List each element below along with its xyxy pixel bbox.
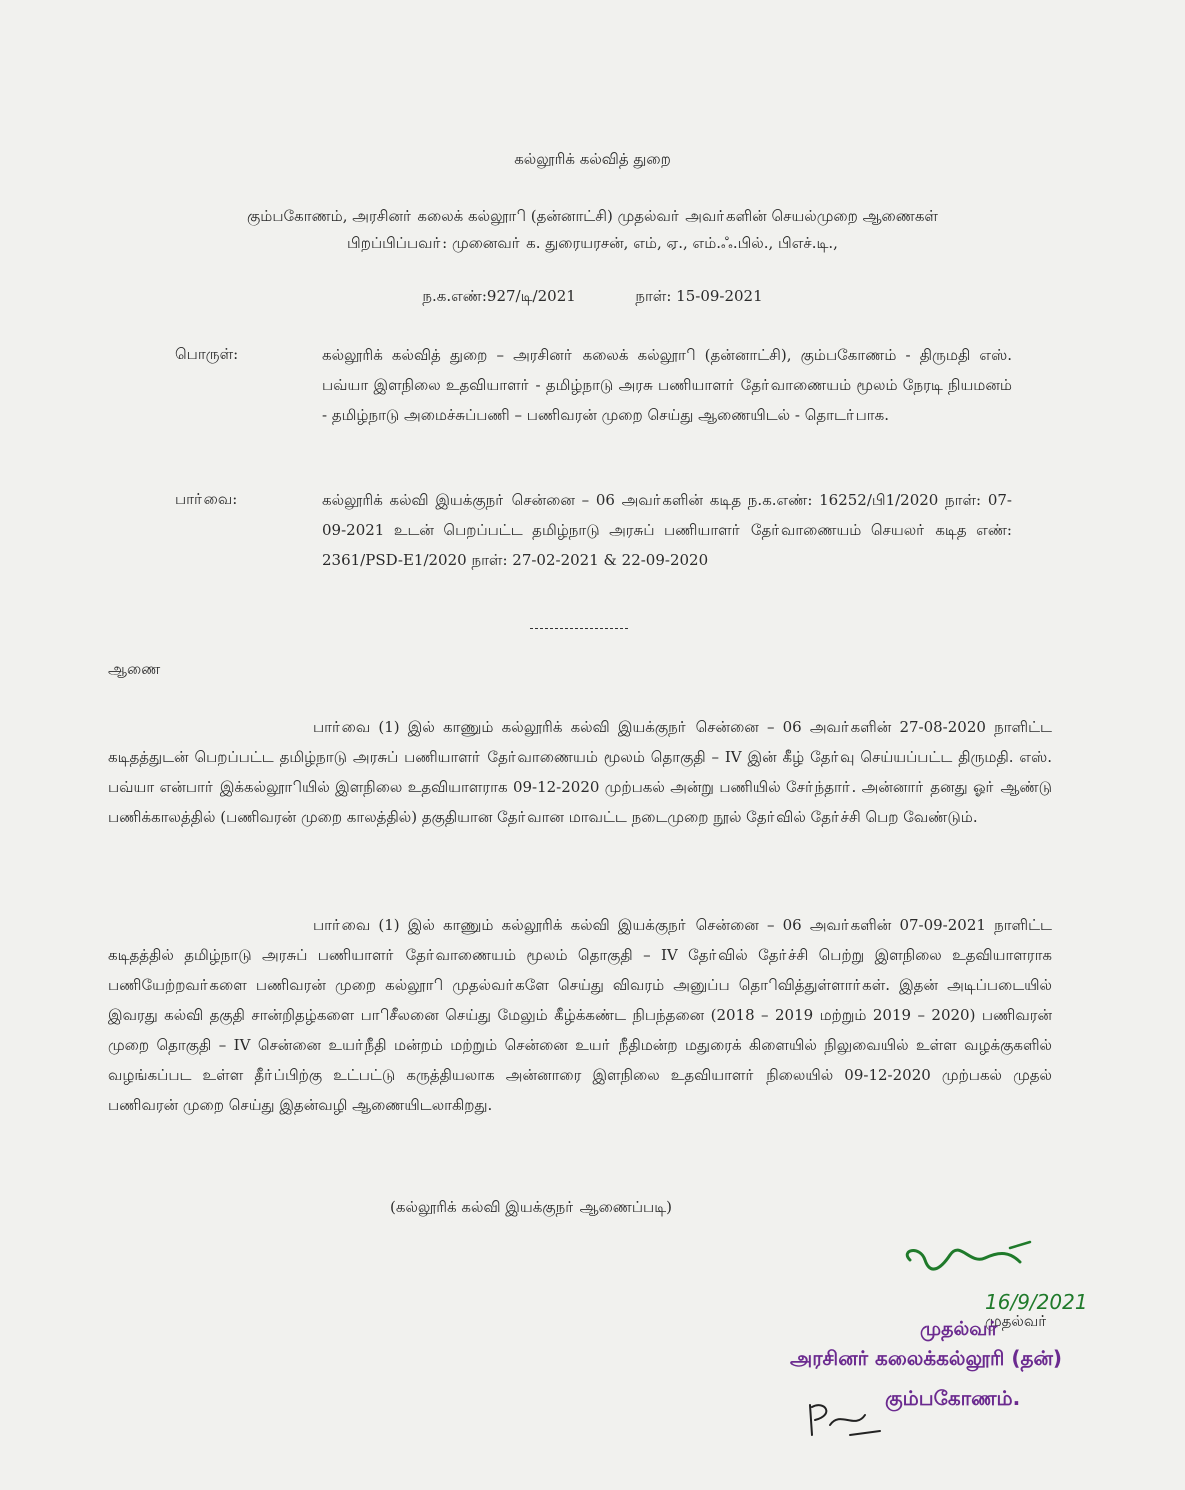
paragraph-2-text: பாா்வை (1) இல் காணும் கல்லூரிக் கல்வி இயக்குநா் சென்னை – 06 அவா்களின் 07-09-2021 நாளிட்ட கடிதத்தில் தமிழ்நாடு அரசுப் பணியாளா் தோ்வாணையம் மூலம் தொகுதி – IV தோ்வில் தோ்ச்சி பெற்று இளநிலை உதவியாளராக பணியேற்றவா்களை பணிவரன் முறை கல்லூாி முதல்வா்களே செய்து விவரம் அனுப்ப தொிவித்துள்ளாா்கள். இதன் அடிப்படையில் இவரது கல்வி தகுதி சான்றிதழ்களை பாிசீலனை செய்து மேலும் கீழ்க்கண்ட நிபந்தனை (2018 – 2019 மற்றும் 2019 – 2020) பணிவரன் முறை தொகுதி – IV சென்னை உயா்நீதி மன்றம் மற்றும் சென்னை உயா் நீதிமன்ற மதுரைக் கிளையில் நிலுவையில் உள்ள வழக்குகளில் வழங்கப்பட உள்ள தீா்ப்பிற்கு உட்பட்டு கருத்தியலாக அன்னாரை இளநிலை உதவியாளா் நிலையில் 09-12-2020 முற்பகல் முதல் பணிவரன் முறை செய்து இதன்வழி ஆணையிடலாகிறது.: [108, 916, 1052, 1114]
order-paragraph-1: [108, 712, 1052, 832]
stamp-line-3: கும்பகோணம்.: [885, 1386, 1021, 1410]
reference-text: கல்லூரிக் கல்வி இயக்குநா் சென்னை – 06 அவா்களின் கடித ந.க.எண்: 16252/பி1/2020 நாள்: 07-09-2021 உடன் பெறப்பட்ட தமிழ்நாடு அரசுப் பணியாளா் தோ்வாணையம் செயலா் கடித எண்: 2361/PSD-E1/2020 நாள்: 27-02-2021 & 22-09-2020: [322, 491, 1012, 569]
reference-number: ந.க.எண்:927/டி/2021: [422, 287, 576, 305]
section-divider: [530, 628, 628, 629]
subject-text: கல்லூரிக் கல்வித் துறை – அரசினா் கலைக் கல்லூாி (தன்னாட்சி), கும்பகோணம் - திருமதி எஸ். பவ்யா இளநிலை உதவியாளா் - தமிழ்நாடு அரசு பணியாளா் தோ்வாணையம் மூலம் நேரடி நியமனம் - தமிழ்நாடு அமைச்சுப்பணி – பணிவரன் முறை செய்து ஆணையிடல் - தொடா்பாக.: [322, 346, 1012, 424]
issuer-line: பிறப்பிப்பவா்: முனைவா் க. துரையரசன், எம், ஏ., எம்.ஃ.பில்., பிஎச்.டி.,: [347, 234, 838, 252]
department-heading: கல்லூரிக் கல்வித் துறை: [514, 150, 671, 168]
order-paragraph-2: [108, 910, 1052, 1120]
stamp-line-2: அரசினர் கலைக்கல்லூரி (தன்): [790, 1346, 1063, 1370]
reference-label: பாா்வை:: [175, 490, 238, 508]
reference-row: [0, 287, 1185, 307]
closing-line: (கல்லூரிக் கல்வி இயக்குநா் ஆணைப்படி): [390, 1198, 673, 1216]
initials-scribble-icon: [800, 1395, 890, 1445]
paragraph-1-text: பாா்வை (1) இல் காணும் கல்லூரிக் கல்வி இயக்குநா் சென்னை – 06 அவா்களின் 27-08-2020 நாளிட்ட கடிதத்துடன் பெறப்பட்ட தமிழ்நாடு அரசுப் பணியாளா் தோ்வாணையம் மூலம் தொகுதி – IV இன் கீழ் தோ்வு செய்யப்பட்ட திருமதி. எஸ். பவ்யா என்பாா் இக்கல்லூாியில் இளநிலை உதவியாளராக 09-12-2020 முற்பகல் அன்று பணியில் சோ்ந்தாா். அன்னாா் தனது ஓா் ஆண்டு பணிக்காலத்தில் (பணிவரன் முறை காலத்தில்) தகுதியான தோ்வான மாவட்ட நடைமுறை நூல் தோ்வில் தோ்ச்சி பெற வேண்டும்.: [108, 718, 1052, 826]
signatory-title: முதல்வா்: [985, 1312, 1048, 1330]
subject-label: பொருள்:: [175, 345, 239, 363]
order-heading: ஆணை: [108, 660, 161, 678]
order-header-line: கும்பகோணம், அரசினா் கலைக் கல்லூாி (தன்னாட்சி) முதல்வா் அவா்களின் செயல்முறை ஆணைகள்: [247, 207, 938, 225]
signature-date: 16/9/2021: [985, 1290, 1088, 1314]
stamp-line-1: முதல்வர்: [920, 1318, 998, 1340]
order-date: நாள்: 15-09-2021: [635, 287, 763, 305]
